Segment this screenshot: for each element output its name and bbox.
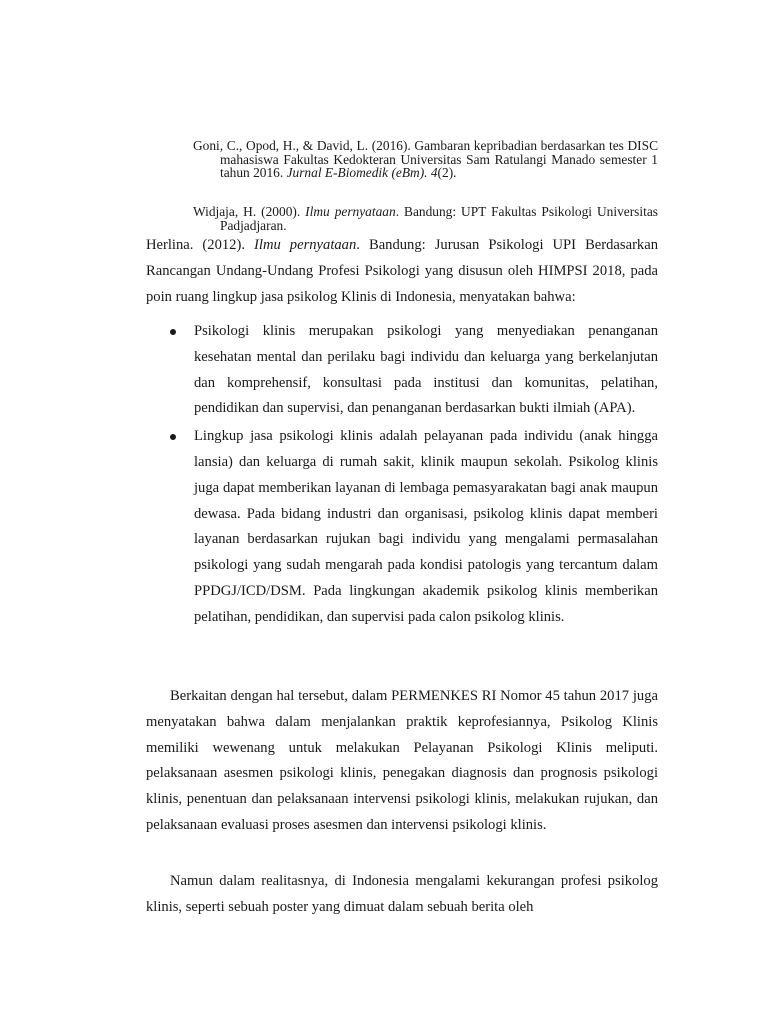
bullet-text: Lingkup jasa psikologi klinis adalah pelayanan pada individu (anak hingga lansia) dan keluarga di rumah sakit, klinik maupun sekolah. Psikolog klinis juga dapat memberikan layanan di lembaga pemasyarakatan bagi anak maupun dewasa. Pada bidang industri dan organisasi, psikolog klinis dapat memberi layanan berdasarkan rujukan bagi individu yang mengalami permasalahan psikologi yang sudah mengarah pada kondisi patologis yang tercantum dalam PPDGJ/ICD/DSM. Pada lingkungan akademik psikolog klinis memberikan pelatihan, pendidikan, dan supervisi pada calon psikolog klinis. — [194, 428, 658, 625]
bullet-dot-icon — [170, 434, 176, 440]
paragraph-namun: Namun dalam realitasnya, di Indonesia mengalami kekurangan profesi psikolog klinis, seperti sebuah poster yang dimuat dalam sebuah berita oleh — [146, 873, 658, 915]
herlina-lead: Herlina. (2012). — [146, 237, 255, 253]
reference-widjaja-text: Widjaja, H. (2000). — [193, 204, 306, 219]
reference-widjaja-title: Ilmu pernyataan — [305, 204, 396, 219]
reference-goni-text: Goni, C., Opod, H., & David, L. (2016). Gambaran kepribadian berdasarkan tes DISC mahasiswa Fakultas Kedokteran Universitas Sam Ratulangi Manado semester 1 tahun 2016. — [193, 138, 658, 181]
bullet-text: Psikologi klinis merupakan psikologi yang menyediakan penanganan kesehatan mental dan perilaku bagi individu dan keluarga yang berkelanjutan dan komprehensif, konsultasi pada institusi dan komunitas, pelatihan, pendidikan dan supervisi, dan penanganan berdasarkan bukti ilmiah (APA). — [194, 323, 658, 417]
reference-widjaja-publisher: . Bandung: UPT Fakultas Psikologi Universitas Padjadjaran. — [220, 204, 658, 233]
herlina-rest: . Bandung: Jurusan Psikologi UPI Berdasarkan Rancangan Undang-Undang Profesi Psikologi yang disusun oleh HIMPSI 2018, pada poin ruang lingkup jasa psikolog Klinis di Indonesia, menyatakan bahwa: — [146, 237, 658, 305]
bullet-item — [146, 319, 658, 422]
bullet-dot-icon — [170, 329, 176, 335]
reference-widjaja — [193, 205, 658, 232]
bullet-list — [146, 319, 658, 631]
reference-goni — [193, 139, 658, 180]
reference-goni-journal: Jurnal E-Biomedik (eBm). 4 — [286, 165, 438, 181]
herlina-title: Ilmu pernyataan — [254, 237, 357, 253]
bullet-item — [146, 424, 658, 630]
paragraph-herlina — [146, 233, 658, 310]
reference-goni-issue: (2). — [437, 165, 457, 181]
paragraph-berkaitan: Berkaitan dengan hal tersebut, dalam PERMENKES RI Nomor 45 tahun 2017 juga menyatakan bahwa dalam menjalankan praktik keprofesiannya, Psikolog Klinis memiliki wewenang untuk melakukan Pelayanan Psikologi Klinis meliputi. pelaksanaan asesmen psikologi klinis, penegakan diagnosis dan prognosis psikologi klinis, penentuan dan pelaksanaan intervensi psikologi klinis, melakukan rujukan, dan pelaksanaan evaluasi proses asesmen dan intervensi psikologi klinis. — [146, 688, 658, 833]
